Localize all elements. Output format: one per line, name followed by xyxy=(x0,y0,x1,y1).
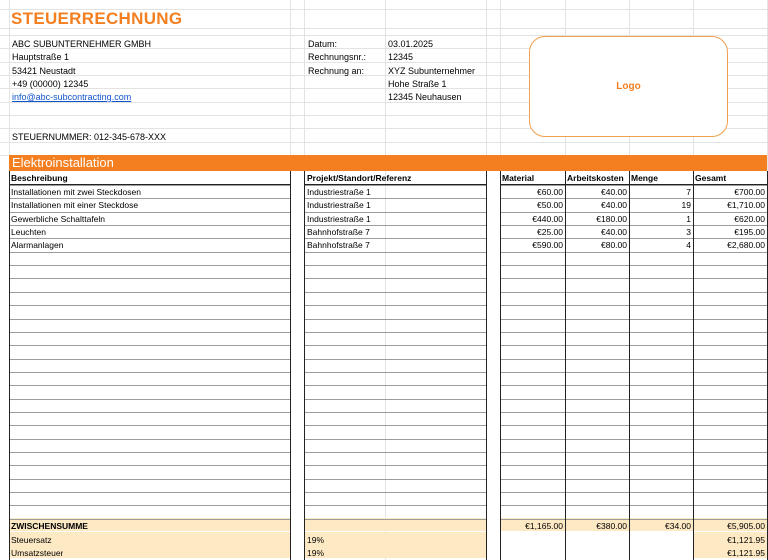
table-row-line xyxy=(304,265,486,266)
table-row-line xyxy=(304,385,486,386)
table-column-border xyxy=(565,171,566,560)
vat-total: €1,121.95 xyxy=(727,548,765,558)
table-row-line xyxy=(500,399,767,400)
table-column-border xyxy=(9,171,10,560)
row-description: Gewerbliche Schalttafeln xyxy=(11,214,106,224)
row-project: Industriestraße 1 xyxy=(307,187,371,197)
table-row-line xyxy=(9,319,290,320)
row-project: Industriestraße 1 xyxy=(307,200,371,210)
table-row-line xyxy=(500,319,767,320)
table-row-line xyxy=(500,359,767,360)
table-row-line xyxy=(304,252,486,253)
row-quantity: 4 xyxy=(686,240,691,250)
table-column-border xyxy=(693,171,694,560)
row-description: Alarmanlagen xyxy=(11,240,64,250)
table-row-line xyxy=(9,399,290,400)
subtotal-quantity: €34.00 xyxy=(665,521,691,531)
table-row-line xyxy=(304,319,486,320)
company-tax-number: STEUERNUMMER: 012-345-678-XXX xyxy=(12,132,167,142)
table-row-line xyxy=(500,465,767,466)
row-project: Bahnhofstraße 7 xyxy=(307,227,370,237)
table-row-line xyxy=(500,439,767,440)
column-header-total[interactable]: Gesamt xyxy=(695,173,727,183)
summary-row-highlight xyxy=(304,532,486,545)
table-row-line xyxy=(304,345,486,346)
table-row-line xyxy=(500,372,767,373)
billto-city: 12345 Neuhausen xyxy=(388,92,462,102)
table-row-line xyxy=(500,492,767,493)
row-total: €2,680.00 xyxy=(727,240,765,250)
table-row-line xyxy=(500,505,767,506)
row-labor: €40.00 xyxy=(601,200,627,210)
subtotal-material: €1,165.00 xyxy=(525,521,563,531)
section-header xyxy=(9,155,767,171)
company-email-link[interactable]: info@abc-subcontracting.com xyxy=(12,92,132,102)
row-material: €50.00 xyxy=(537,200,563,210)
table-row-line xyxy=(304,425,486,426)
billto-street: Hohe Straße 1 xyxy=(388,79,447,89)
header-bottom-border xyxy=(9,184,290,185)
table-row-line xyxy=(500,278,767,279)
subtotal-labor: €380.00 xyxy=(596,521,627,531)
table-row-line xyxy=(9,359,290,360)
table-column-border xyxy=(304,171,305,560)
row-total: €1,710.00 xyxy=(727,200,765,210)
row-labor: €40.00 xyxy=(601,227,627,237)
vat-value: 19% xyxy=(307,548,325,558)
column-header-project[interactable]: Projekt/Standort/Referenz xyxy=(307,173,412,183)
column-header-material[interactable]: Material xyxy=(502,173,535,183)
row-quantity: 3 xyxy=(686,227,691,237)
table-column-border xyxy=(290,171,291,560)
company-name: ABC SUBUNTERNEHMER GMBH xyxy=(12,39,152,49)
table-row-line xyxy=(500,252,767,253)
date-value: 03.01.2025 xyxy=(388,39,434,49)
row-material: €590.00 xyxy=(532,240,563,250)
table-row-line xyxy=(304,465,486,466)
table-row-line xyxy=(9,425,290,426)
table-column-border xyxy=(629,171,630,560)
subtotal-total: €5,905.00 xyxy=(727,521,765,531)
row-labor: €80.00 xyxy=(601,240,627,250)
subtotal-label: ZWISCHENSUMME xyxy=(11,521,88,531)
table-row-line xyxy=(304,278,486,279)
column-header-quantity[interactable]: Menge xyxy=(631,173,658,183)
table-row-line xyxy=(500,305,767,306)
table-row-line xyxy=(9,332,290,333)
table-row-line xyxy=(9,372,290,373)
row-material: €440.00 xyxy=(532,214,563,224)
table-row-line xyxy=(9,252,290,253)
row-total: €620.00 xyxy=(734,214,765,224)
row-project: Industriestraße 1 xyxy=(307,214,371,224)
table-row-line xyxy=(9,305,290,306)
row-description: Installationen mit zwei Steckdosen xyxy=(11,187,141,197)
grid-column-line xyxy=(385,0,386,560)
table-row-line xyxy=(500,452,767,453)
company-phone: +49 (00000) 12345 xyxy=(12,79,89,89)
table-row-line xyxy=(304,492,486,493)
row-total: €700.00 xyxy=(734,187,765,197)
row-quantity: 19 xyxy=(681,200,691,210)
table-row-line xyxy=(304,519,486,520)
row-quantity: 1 xyxy=(686,214,691,224)
invoice-number-label: Rechnungsnr.: xyxy=(308,52,367,62)
table-row-line xyxy=(9,345,290,346)
table-row-line xyxy=(500,425,767,426)
table-column-border xyxy=(500,171,501,560)
table-row-line xyxy=(304,412,486,413)
billto-label: Rechnung an: xyxy=(308,66,365,76)
row-total: €195.00 xyxy=(734,227,765,237)
table-row-line xyxy=(304,439,486,440)
table-row-line xyxy=(304,399,486,400)
date-label: Datum: xyxy=(308,39,338,49)
table-row-line xyxy=(304,305,486,306)
table-row-line xyxy=(9,492,290,493)
tax-rate-label: Steuersatz xyxy=(11,535,52,545)
company-street: Hauptstraße 1 xyxy=(12,52,70,62)
table-row-line xyxy=(500,412,767,413)
table-row-line xyxy=(9,265,290,266)
row-material: €25.00 xyxy=(537,227,563,237)
column-header-labor[interactable]: Arbeitskosten xyxy=(567,173,624,183)
logo-placeholder[interactable] xyxy=(529,36,728,137)
table-row-line xyxy=(9,452,290,453)
row-labor: €40.00 xyxy=(601,187,627,197)
row-project: Bahnhofstraße 7 xyxy=(307,240,370,250)
table-row-line xyxy=(9,278,290,279)
tax-rate-total: €1,121.95 xyxy=(727,535,765,545)
table-column-border xyxy=(486,171,487,560)
column-header-description[interactable]: Beschreibung xyxy=(11,173,68,183)
table-row-line xyxy=(500,345,767,346)
table-row-line xyxy=(304,359,486,360)
table-row-line xyxy=(304,452,486,453)
table-row-line xyxy=(9,292,290,293)
table-row-line xyxy=(9,465,290,466)
billto-name: XYZ Subunternehmer xyxy=(388,66,476,76)
table-row-line xyxy=(500,265,767,266)
document-title: STEUERRECHNUNG xyxy=(11,9,183,28)
table-row-line xyxy=(9,412,290,413)
vat-label: Umsatzsteuer xyxy=(11,548,64,558)
row-description: Leuchten xyxy=(11,227,46,237)
header-bottom-border xyxy=(304,184,486,185)
logo-label: Logo xyxy=(616,81,641,92)
row-quantity: 7 xyxy=(686,187,691,197)
table-row-line xyxy=(9,385,290,386)
table-row-line xyxy=(500,292,767,293)
table-row-line xyxy=(500,479,767,480)
table-row-line xyxy=(9,439,290,440)
row-description: Installationen mit einer Steckdose xyxy=(11,200,139,210)
table-row-line xyxy=(304,479,486,480)
invoice-number-value: 12345 xyxy=(388,52,414,62)
table-row-line xyxy=(304,372,486,373)
row-material: €60.00 xyxy=(537,187,563,197)
row-labor: €180.00 xyxy=(596,214,627,224)
table-row-line xyxy=(304,332,486,333)
summary-row-highlight xyxy=(304,545,486,558)
header-bottom-border xyxy=(500,184,767,185)
table-row-line xyxy=(304,505,486,506)
company-city: 53421 Neustadt xyxy=(12,66,76,76)
section-title: Elektroinstallation xyxy=(12,155,114,170)
table-row-line xyxy=(500,385,767,386)
table-row-line xyxy=(304,292,486,293)
table-row-line xyxy=(9,479,290,480)
table-row-line xyxy=(500,332,767,333)
tax-rate-value: 19% xyxy=(307,535,325,545)
table-row-line xyxy=(9,505,290,506)
